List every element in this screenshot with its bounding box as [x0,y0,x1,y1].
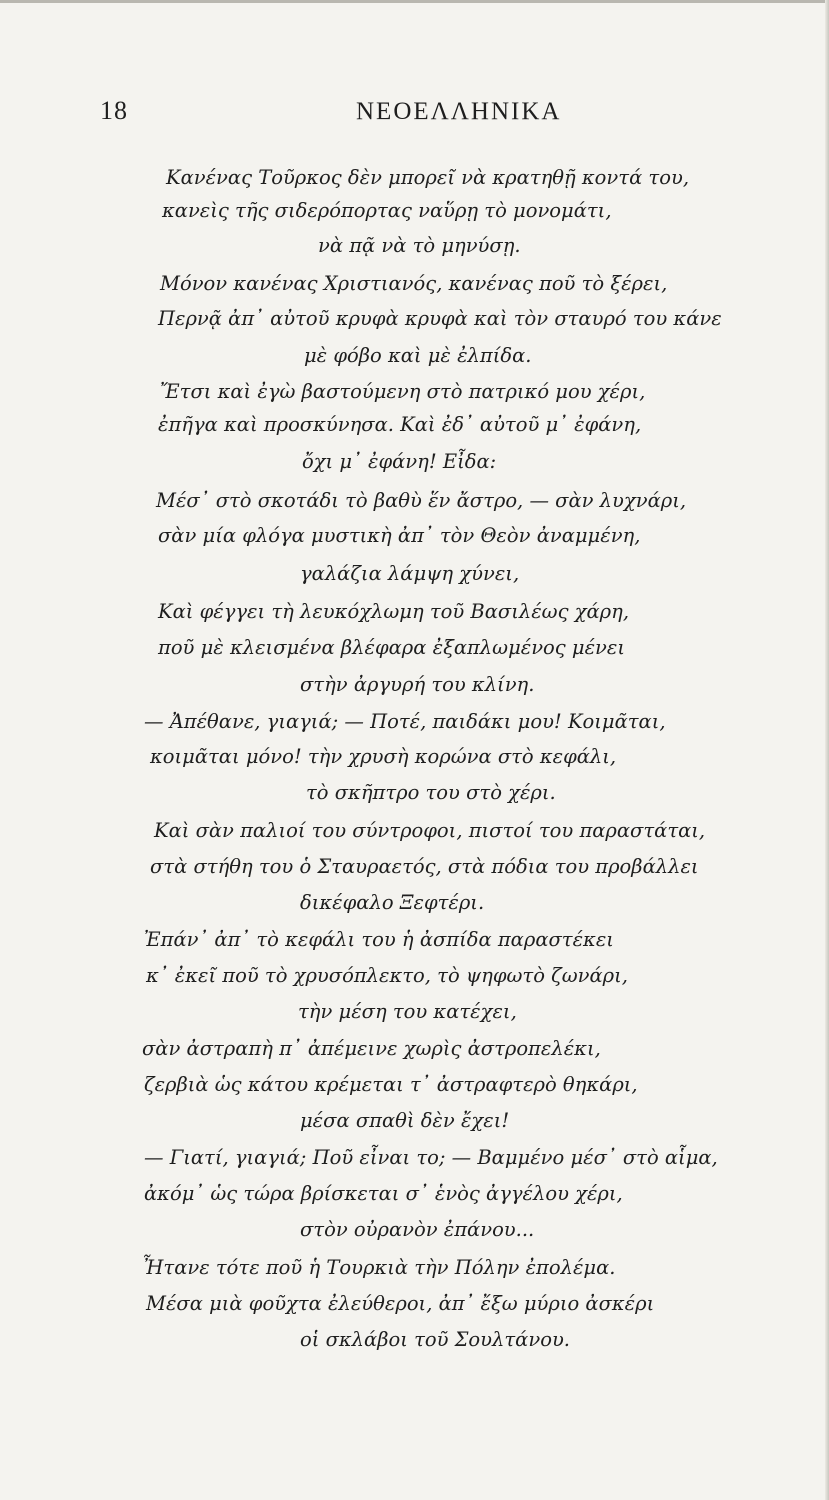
poem-line: κανεὶς τῆς σιδερόπορτας ναὕρῃ τὸ μονομάτι, [162,199,612,222]
poem-line: ποῦ μὲ κλεισμένα βλέφαρα ἐξαπλωμένος μένει [158,636,626,659]
page-number: 18 [100,96,128,125]
poem-line: τὴν μέση του κατέχει, [298,1000,517,1023]
poem-line: — Γιατί, γιαγιά; Ποῦ εἶναι το; — Βαμμένο μέσ᾽ στὸ αἷμα, [144,1146,718,1169]
poem-line: κοιμᾶται μόνο! τὴν χρυσὴ κορώνα στὸ κεφάλι, [150,745,617,768]
poem-line: νὰ πᾷ νὰ τὸ μηνύσῃ. [318,234,521,257]
poem-line: ἐπῆγα καὶ προσκύνησα. Καὶ ἐδ᾽ αὐτοῦ μ᾽ ἐφάνη, [158,413,642,436]
poem-line: ἀκόμ᾽ ὡς τώρα βρίσκεται σ᾽ ἑνὸς ἀγγέλου χέρι, [144,1182,623,1205]
poem-line: στὸν οὐρανὸν ἐπάνου... [300,1218,535,1241]
poem-line: Καὶ φέγγει τὴ λευκόχλωμη τοῦ Βασιλέως χάρη, [158,600,630,623]
poem-line: Μόνον κανένας Χριστιανός, κανένας ποῦ τὸ ξέρει, [160,272,668,295]
poem-line: — Ἀπέθανε, γιαγιά; — Ποτέ, παιδάκι μου! Κοιμᾶται, [144,710,666,733]
poem-line: σὰν μία φλόγα μυστικὴ ἀπ᾽ τὸν Θεὸν ἀναμμένη, [158,524,641,547]
poem-line: Ἦτανε τότε ποῦ ἡ Τουρκιὰ τὴν Πόλην ἐπολέμα. [142,1256,616,1279]
poem-line: ζερβιὰ ὡς κάτου κρέμεται τ᾽ ἀστραφτερὸ θηκάρι, [144,1073,638,1096]
running-title: ΝΕΟΕΛΛΗΝΙΚΑ [356,98,562,125]
poem-line: μέσα σπαθὶ δὲν ἔχει! [300,1109,510,1132]
poem-line: στὰ στήθη του ὁ Σταυραετός, στὰ πόδια του προβάλλει [150,855,699,878]
poem-line: μὲ φόβο καὶ μὲ ἐλπίδα. [304,344,532,367]
poem-line: Μέσ᾽ στὸ σκοτάδι τὸ βαθὺ ἕν ἄστρο, — σὰν λυχνάρι, [156,489,687,512]
poem-line: δικέφαλο Ξεφτέρι. [300,891,485,914]
poem-line: κ᾽ ἐκεῖ ποῦ τὸ χρυσόπλεκτο, τὸ ψηφωτὸ ζωνάρι, [146,964,628,987]
poem-line: Ἔτσι καὶ ἐγὼ βαστούμενη στὸ πατρικό μου χέρι, [160,380,646,403]
poem-line: Καὶ σὰν παλιοί του σύντροφοι, πιστοί του παραστάται, [154,819,706,842]
poem-line: οἱ σκλάβοι τοῦ Σουλτάνου. [300,1328,570,1351]
poem-line: Κανένας Τοῦρκος δὲν μπορεῖ νὰ κρατηθῇ κοντά του, [166,166,690,189]
poem-line: τὸ σκῆπτρο του στὸ χέρι. [306,781,556,804]
poem-line: Περνᾷ ἀπ᾽ αὐτοῦ κρυφὰ κρυφὰ καὶ τὸν σταυρό του κάνε [158,307,722,330]
poem-line: Ἐπάν᾽ ἀπ᾽ τὸ κεφάλι του ἡ ἀσπίδα παραστέκει [144,928,614,951]
poem-line: στὴν ἀργυρή του κλίνη. [300,673,535,696]
poem-line: σὰν ἀστραπὴ π᾽ ἀπέμεινε χωρὶς ἀστροπελέκι, [142,1037,601,1060]
poem-line: Μέσα μιὰ φοῦχτα ἐλεύθεροι, ἀπ᾽ ἔξω μύριο ἀσκέρι [146,1292,655,1315]
poem-line: γαλάζια λάμψη χύνει, [300,562,520,585]
poem-line: ὄχι μ᾽ ἐφάνη! Εἶδα: [302,450,497,473]
